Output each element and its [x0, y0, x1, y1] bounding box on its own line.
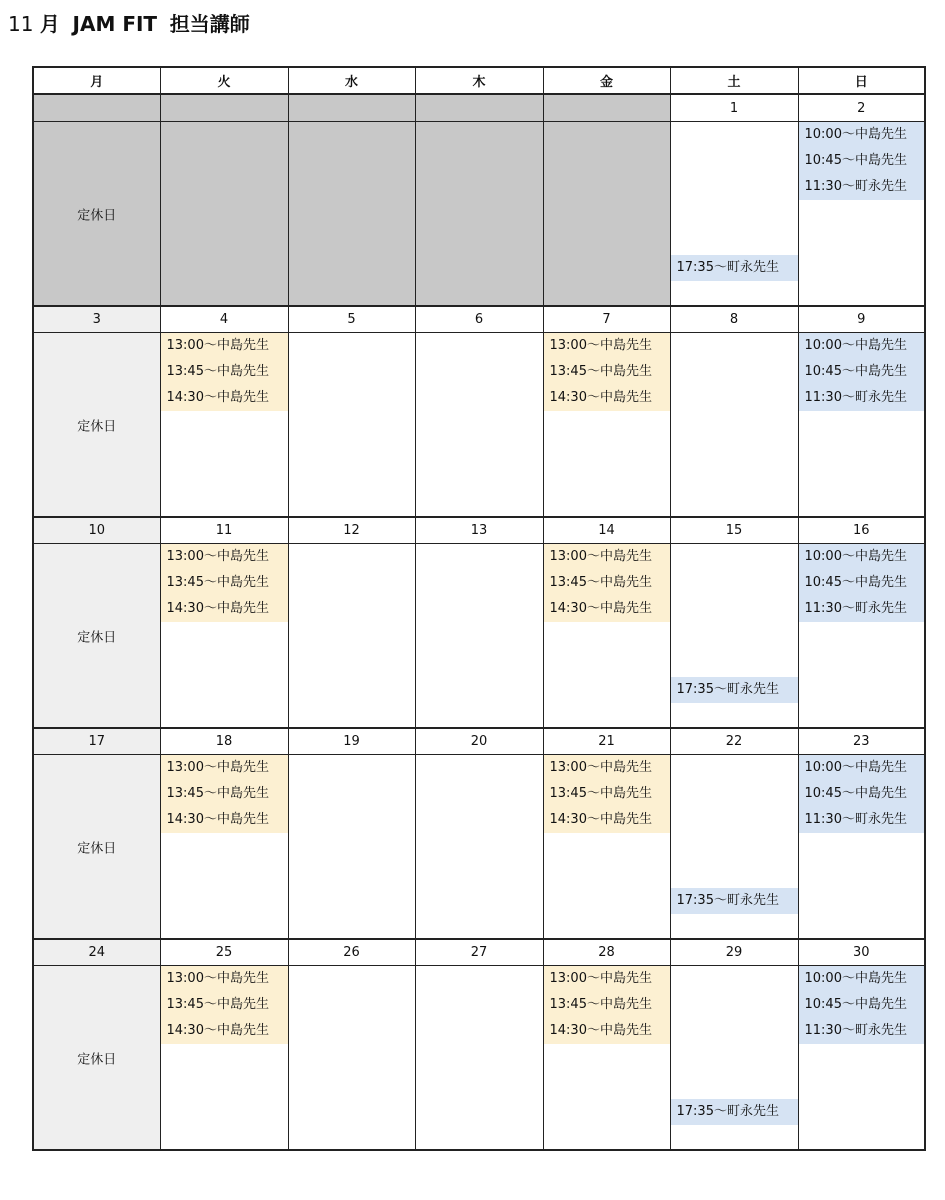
lesson-slot: 10:45〜中島先生 [799, 148, 925, 174]
sunday-cell [798, 755, 925, 940]
weekday-header: 土 [670, 67, 798, 94]
lesson-slot: 13:45〜中島先生 [544, 992, 670, 1018]
date-cell: 1 [670, 94, 798, 122]
lesson-slot: 13:45〜中島先生 [161, 570, 288, 596]
date-cell: 23 [798, 728, 925, 755]
studio-name: JAM FIT [72, 12, 158, 36]
date-cell: 4 [160, 306, 288, 333]
closed-label: 定休日 [77, 841, 117, 856]
schedule-row [33, 755, 925, 940]
lesson-slot: 13:00〜中島先生 [544, 544, 670, 570]
sunday-cell [798, 122, 925, 307]
lesson-slot: 14:30〜中島先生 [544, 1018, 670, 1044]
date-cell: 7 [543, 306, 670, 333]
tuesday-cell [160, 333, 288, 518]
weekday-header: 水 [288, 67, 415, 94]
friday-cell [543, 544, 670, 729]
date-cell: 27 [415, 939, 543, 966]
closed-label: 定休日 [77, 419, 117, 434]
friday-cell [543, 966, 670, 1151]
lesson-slot: 13:45〜中島先生 [161, 359, 288, 385]
lesson-slot: 11:30〜町永先生 [799, 1018, 925, 1044]
monday-cell [33, 966, 160, 1151]
page-title [8, 10, 250, 38]
sunday-cell [798, 966, 925, 1151]
weekday-header: 日 [798, 67, 925, 94]
lesson-slot: 11:30〜町永先生 [799, 596, 925, 622]
schedule-row [33, 544, 925, 729]
lesson-slot: 14:30〜中島先生 [544, 385, 670, 411]
lesson-slot: 13:00〜中島先生 [161, 544, 288, 570]
tuesday-cell [160, 966, 288, 1151]
date-row [33, 306, 925, 333]
date-cell: 10 [33, 517, 160, 544]
date-cell: 14 [543, 517, 670, 544]
weekday-header: 月 [33, 67, 160, 94]
weekday-header: 金 [543, 67, 670, 94]
lesson-slot: 13:45〜中島先生 [544, 781, 670, 807]
schedule-row [33, 122, 925, 307]
date-row [33, 728, 925, 755]
date-cell [415, 94, 543, 122]
date-cell: 28 [543, 939, 670, 966]
day-cell [160, 122, 288, 307]
lesson-slot: 10:00〜中島先生 [799, 966, 925, 992]
date-cell: 15 [670, 517, 798, 544]
lesson-slot: 10:00〜中島先生 [799, 755, 925, 781]
date-row [33, 517, 925, 544]
date-cell: 2 [798, 94, 925, 122]
sunday-cell [798, 333, 925, 518]
schedule-row [33, 333, 925, 518]
date-cell: 5 [288, 306, 415, 333]
date-cell: 18 [160, 728, 288, 755]
sunday-cell [798, 544, 925, 729]
date-cell: 12 [288, 517, 415, 544]
month-number: 11 [8, 12, 34, 36]
saturday-cell [670, 122, 798, 307]
weekday-header-row [33, 67, 925, 94]
date-cell: 6 [415, 306, 543, 333]
monday-cell [33, 122, 160, 307]
lesson-slot: 11:30〜町永先生 [799, 385, 925, 411]
lesson-slot: 17:35〜町永先生 [671, 888, 798, 914]
closed-label: 定休日 [77, 630, 117, 645]
lesson-slot: 17:35〜町永先生 [671, 1099, 798, 1125]
monday-cell [33, 755, 160, 940]
lesson-slot: 10:45〜中島先生 [799, 992, 925, 1018]
date-cell: 8 [670, 306, 798, 333]
date-cell: 22 [670, 728, 798, 755]
friday-cell [543, 333, 670, 518]
lesson-slot: 13:00〜中島先生 [161, 966, 288, 992]
closed-label: 定休日 [77, 1052, 117, 1067]
month-suffix: 月 [39, 12, 60, 36]
day-cell [415, 122, 543, 307]
day-cell [415, 966, 543, 1151]
monday-cell [33, 333, 160, 518]
date-cell [33, 94, 160, 122]
date-cell: 25 [160, 939, 288, 966]
tuesday-cell [160, 755, 288, 940]
day-cell [288, 755, 415, 940]
lesson-slot: 14:30〜中島先生 [544, 807, 670, 833]
lesson-slot: 13:00〜中島先生 [161, 333, 288, 359]
lesson-slot: 11:30〜町永先生 [799, 807, 925, 833]
friday-cell [543, 755, 670, 940]
saturday-cell [670, 966, 798, 1151]
date-cell: 30 [798, 939, 925, 966]
date-cell: 19 [288, 728, 415, 755]
closed-label: 定休日 [77, 208, 117, 223]
weekday-header: 火 [160, 67, 288, 94]
lesson-slot: 13:00〜中島先生 [161, 755, 288, 781]
date-cell [543, 94, 670, 122]
day-cell [288, 966, 415, 1151]
date-cell: 9 [798, 306, 925, 333]
lesson-slot: 14:30〜中島先生 [161, 385, 288, 411]
lesson-slot: 14:30〜中島先生 [161, 807, 288, 833]
lesson-slot: 14:30〜中島先生 [161, 1018, 288, 1044]
day-cell [415, 333, 543, 518]
date-cell: 17 [33, 728, 160, 755]
schedule-calendar [32, 66, 926, 1151]
lesson-slot: 10:00〜中島先生 [799, 122, 925, 148]
date-cell: 20 [415, 728, 543, 755]
lesson-slot: 11:30〜町永先生 [799, 174, 925, 200]
date-cell: 21 [543, 728, 670, 755]
tuesday-cell [160, 544, 288, 729]
lesson-slot: 13:00〜中島先生 [544, 966, 670, 992]
lesson-slot: 10:45〜中島先生 [799, 570, 925, 596]
title-subtitle: 担当講師 [169, 12, 250, 36]
date-cell: 26 [288, 939, 415, 966]
date-cell [160, 94, 288, 122]
lesson-slot: 10:00〜中島先生 [799, 333, 925, 359]
lesson-slot: 13:45〜中島先生 [161, 781, 288, 807]
lesson-slot: 10:45〜中島先生 [799, 359, 925, 385]
date-cell: 11 [160, 517, 288, 544]
date-cell: 13 [415, 517, 543, 544]
lesson-slot: 14:30〜中島先生 [544, 596, 670, 622]
lesson-slot: 13:45〜中島先生 [161, 992, 288, 1018]
schedule-row [33, 966, 925, 1151]
saturday-cell [670, 544, 798, 729]
lesson-slot: 10:00〜中島先生 [799, 544, 925, 570]
date-cell: 24 [33, 939, 160, 966]
date-cell [288, 94, 415, 122]
date-cell: 29 [670, 939, 798, 966]
lesson-slot: 13:45〜中島先生 [544, 570, 670, 596]
day-cell [543, 122, 670, 307]
day-cell [415, 755, 543, 940]
lesson-slot: 17:35〜町永先生 [671, 677, 798, 703]
day-cell [415, 544, 543, 729]
date-cell: 16 [798, 517, 925, 544]
weekday-header: 木 [415, 67, 543, 94]
saturday-cell [670, 333, 798, 518]
day-cell [288, 333, 415, 518]
lesson-slot: 13:00〜中島先生 [544, 333, 670, 359]
date-row [33, 939, 925, 966]
monday-cell [33, 544, 160, 729]
date-cell: 3 [33, 306, 160, 333]
lesson-slot: 17:35〜町永先生 [671, 255, 798, 281]
lesson-slot: 14:30〜中島先生 [161, 596, 288, 622]
day-cell [288, 544, 415, 729]
lesson-slot: 13:00〜中島先生 [544, 755, 670, 781]
saturday-cell [670, 755, 798, 940]
lesson-slot: 13:45〜中島先生 [544, 359, 670, 385]
day-cell [288, 122, 415, 307]
lesson-slot: 10:45〜中島先生 [799, 781, 925, 807]
date-row [33, 94, 925, 122]
